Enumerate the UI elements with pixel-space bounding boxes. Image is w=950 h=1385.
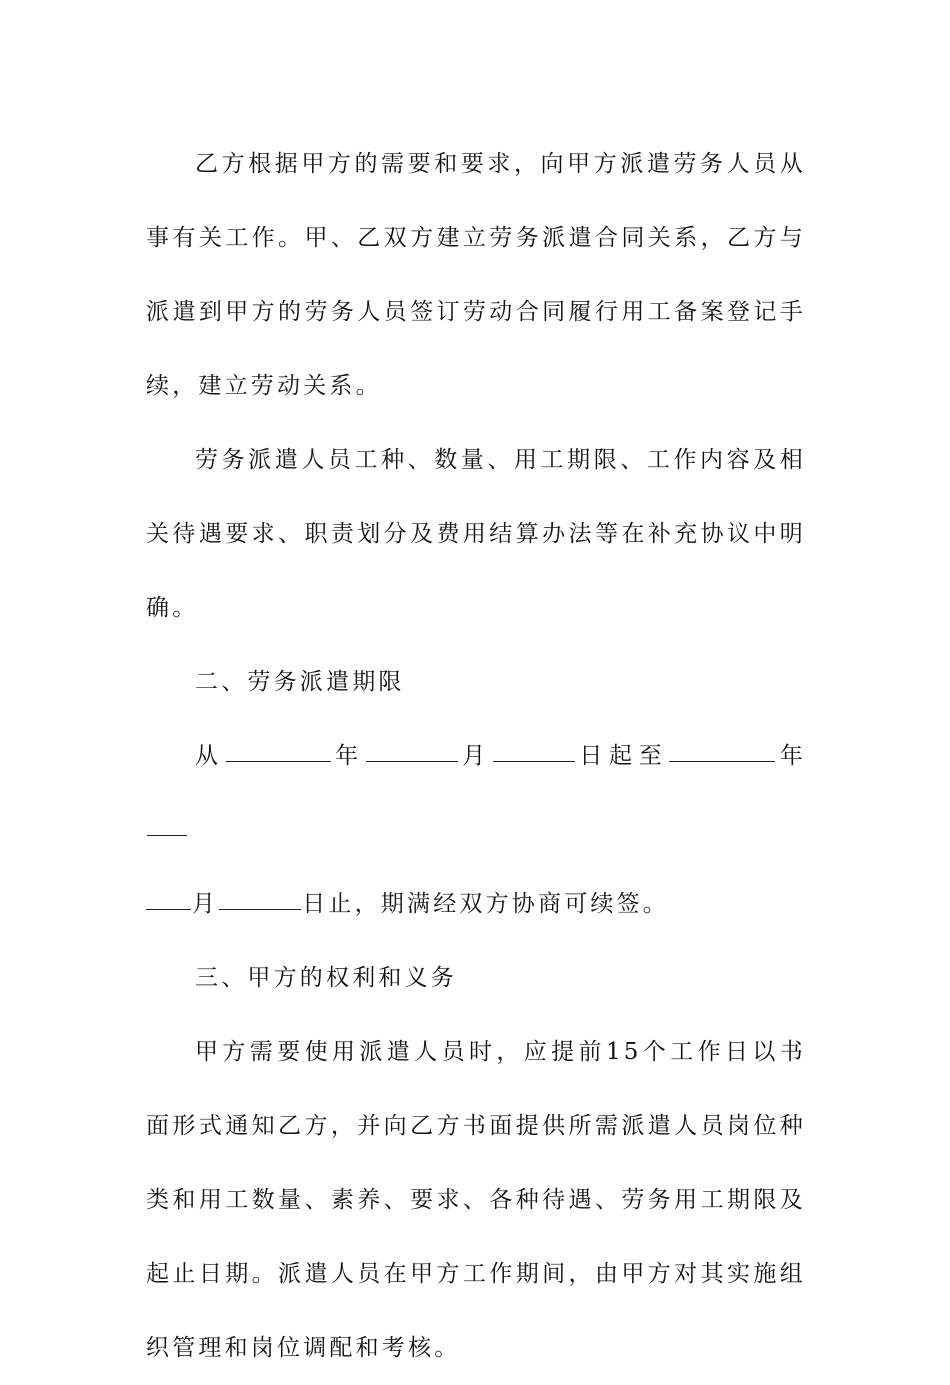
blank-end-day: [219, 908, 301, 910]
term-day-1: 日起至: [575, 743, 669, 769]
term-line: [146, 719, 806, 941]
term-year-1: 年: [331, 743, 365, 769]
blank-end-year: [669, 760, 775, 762]
term-from: 从: [195, 743, 225, 769]
section-heading-dispatch-term: 二、劳务派遣期限: [195, 669, 405, 695]
term-month-1: 月: [458, 743, 492, 769]
paragraph-party-a-obligations: 甲方需要使用派遣人员时，应提前15个工作日以书面形式通知乙方，并向乙方书面提供所需派遣人员岗位种类和用工数量、素养、要求、各种待遇、劳务用工期限及起止日期。派遣人员在甲方工作期间，由甲方对其实施组织管理和岗位调配和考核。: [146, 1039, 806, 1361]
paragraph-supplementary-agreement: 劳务派遣人员工种、数量、用工期限、工作内容及相关待遇要求、职责划分及费用结算办法等在补充协议中明确。: [146, 447, 806, 621]
term-year-2: 年: [776, 743, 807, 769]
paragraph-dispatch-relationship: 乙方根据甲方的需要和要求，向甲方派遣劳务人员从事有关工作。甲、乙双方建立劳务派遣合同关系，乙方与派遣到甲方的劳务人员签订劳动合同履行用工备案登记手续，建立劳动关系。: [146, 151, 806, 399]
blank-start-day: [493, 760, 575, 762]
section-heading-party-a-rights: 三、甲方的权利和义务: [195, 965, 457, 991]
term-month-2: 月: [192, 891, 219, 917]
blank-start-year: [226, 760, 331, 762]
blank-start-month: [366, 760, 458, 762]
blank-end-month-part1: [147, 834, 187, 836]
document-body: [146, 127, 806, 1385]
term-day-2: 日止，期满经双方协商可续签。: [302, 891, 670, 917]
blank-end-month-part2: [146, 908, 191, 910]
